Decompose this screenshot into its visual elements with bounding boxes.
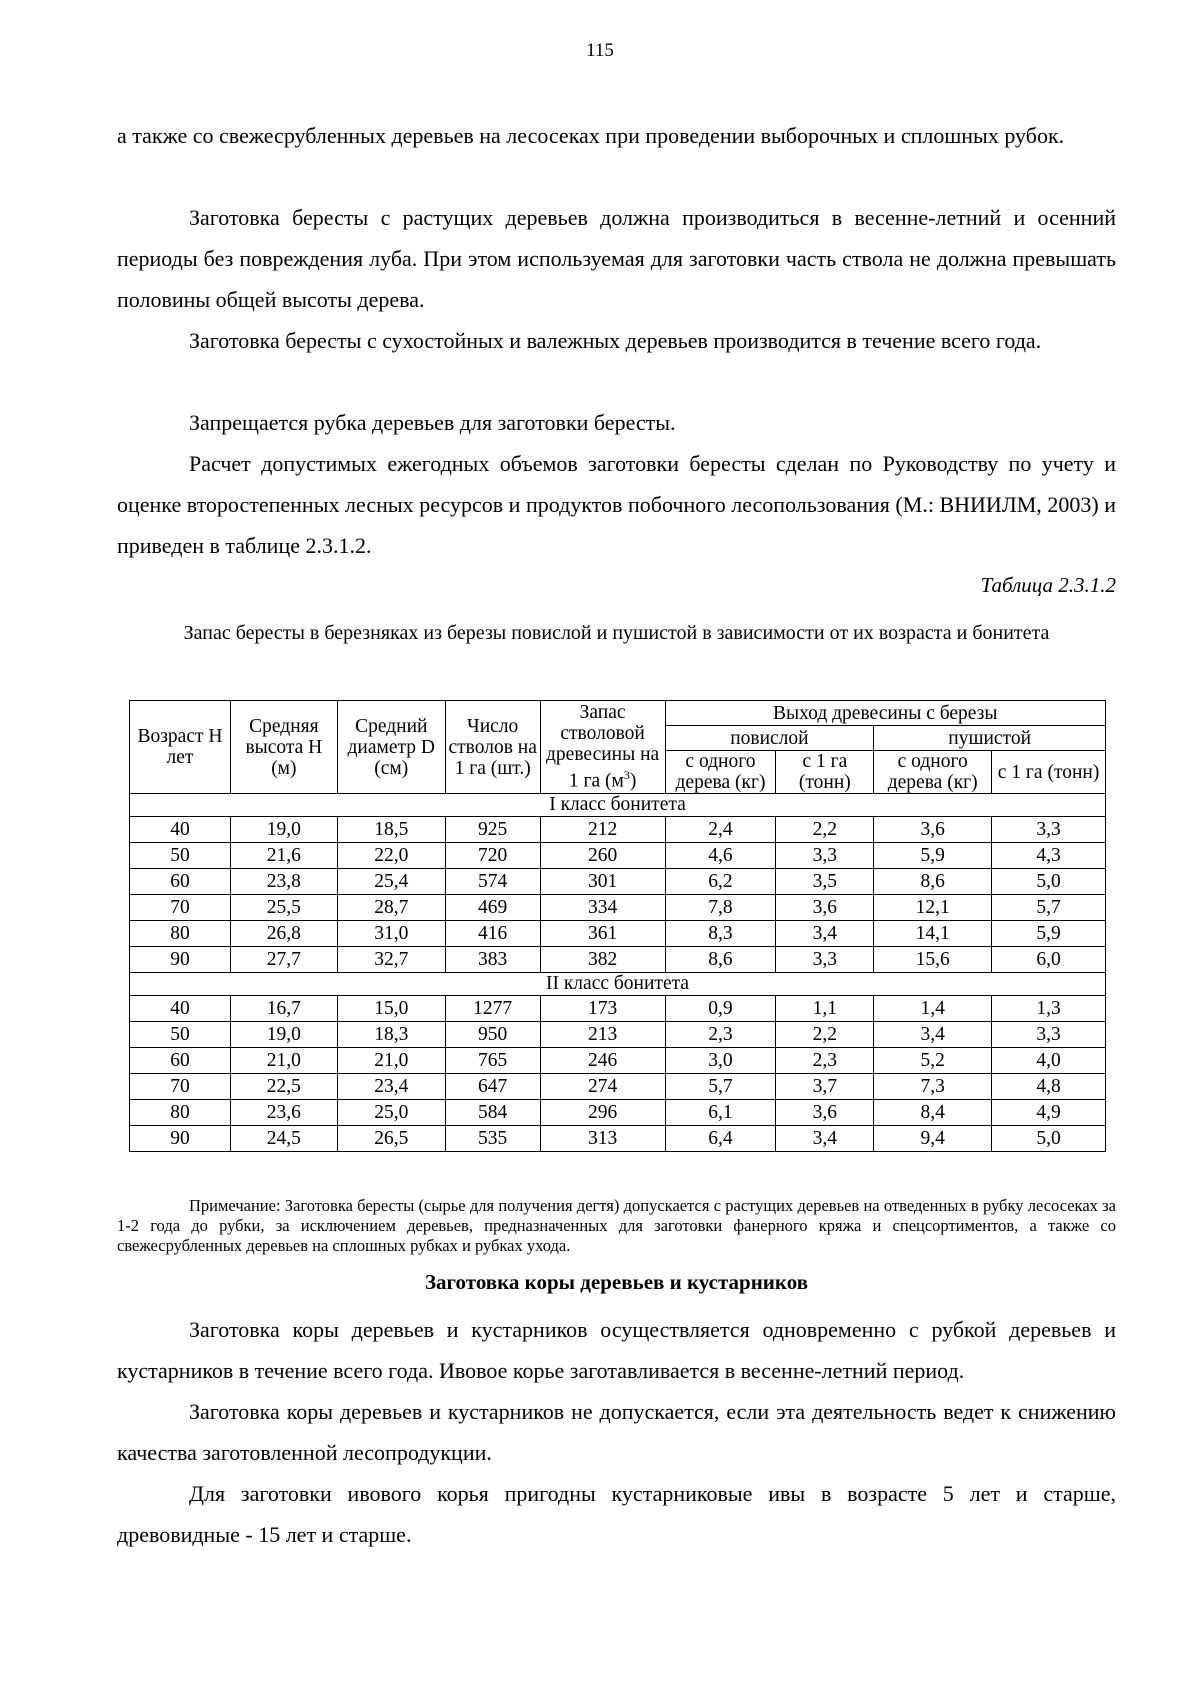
table-cell: 23,8 bbox=[230, 869, 337, 895]
table-cell: 15,0 bbox=[337, 996, 445, 1022]
table-cell: 212 bbox=[540, 817, 665, 843]
table-cell: 7,3 bbox=[874, 1074, 992, 1100]
header-pubescens: пушистой bbox=[874, 726, 1106, 751]
table-cell: 27,7 bbox=[230, 947, 337, 973]
table-cell: 5,7 bbox=[665, 1074, 776, 1100]
table-cell: 22,0 bbox=[337, 843, 445, 869]
table-cell: 7,8 bbox=[665, 895, 776, 921]
paragraph-bark-dead-trees: Заготовка бересты с сухостойных и валежных деревьев производится в течение всего года. bbox=[189, 328, 1042, 353]
header-stock-superscript: 3 bbox=[623, 768, 630, 783]
table-cell: 19,0 bbox=[230, 1022, 337, 1048]
table-row bbox=[130, 1074, 1106, 1100]
table-row bbox=[130, 1048, 1106, 1074]
table-cell: 5,7 bbox=[992, 895, 1106, 921]
site-class-1-label: I класс бонитета bbox=[130, 794, 1106, 817]
table-caption: Запас бересты в березняках из березы повислой и пушистой в зависимости от их возраста и бонитета bbox=[183, 622, 1050, 644]
table-class-row bbox=[130, 794, 1106, 817]
table-cell: 720 bbox=[445, 843, 540, 869]
birch-bark-stock-table bbox=[129, 700, 1106, 1152]
paragraph-bark-growing-trees: Заготовка бересты с растущих деревьев должна производиться в весенне-летний и осенний периоды без повреждения луба. При этом используемая для заготовки часть ствола не должна превышать половины общей высоты дерева. bbox=[117, 205, 1116, 312]
table-cell: 70 bbox=[130, 1074, 231, 1100]
table-cell: 925 bbox=[445, 817, 540, 843]
table-cell: 22,5 bbox=[230, 1074, 337, 1100]
table-cell: 21,6 bbox=[230, 843, 337, 869]
table-cell: 28,7 bbox=[337, 895, 445, 921]
paragraph-bark-harvesting: Заготовка коры деревьев и кустарников осуществляется одновременно с рубкой деревьев и кустарников в течение всего года. Ивовое корье заготавливается в весенне-летний период. bbox=[117, 1317, 1116, 1383]
table-cell: 31,0 bbox=[337, 921, 445, 947]
table-cell: 80 bbox=[130, 921, 231, 947]
table-cell: 18,5 bbox=[337, 817, 445, 843]
table-cell: 6,2 bbox=[665, 869, 776, 895]
table-cell: 5,9 bbox=[992, 921, 1106, 947]
table-cell: 3,6 bbox=[776, 1100, 874, 1126]
table-cell: 213 bbox=[540, 1022, 665, 1048]
table-cell: 584 bbox=[445, 1100, 540, 1126]
table-cell: 469 bbox=[445, 895, 540, 921]
table-cell: 2,2 bbox=[776, 1022, 874, 1048]
header-stock-text: Запас стволовой древесины на 1 га (м bbox=[546, 702, 660, 792]
table-cell: 8,4 bbox=[874, 1100, 992, 1126]
table-cell: 4,6 bbox=[665, 843, 776, 869]
header-stock bbox=[540, 701, 665, 794]
table-row bbox=[130, 843, 1106, 869]
header-pendula: повислой bbox=[665, 726, 874, 751]
table-cell: 21,0 bbox=[337, 1048, 445, 1074]
table-row bbox=[130, 817, 1106, 843]
table-cell: 1,1 bbox=[776, 996, 874, 1022]
table-row bbox=[130, 921, 1106, 947]
table-cell: 3,3 bbox=[992, 1022, 1106, 1048]
table-cell: 14,1 bbox=[874, 921, 992, 947]
header-stock-close: ) bbox=[629, 770, 637, 792]
table-cell: 4,8 bbox=[992, 1074, 1106, 1100]
table-cell: 18,3 bbox=[337, 1022, 445, 1048]
table-cell: 574 bbox=[445, 869, 540, 895]
header-pubescens-per-tree: с одного дерева (кг) bbox=[874, 751, 992, 794]
table-cell: 647 bbox=[445, 1074, 540, 1100]
table-cell: 25,0 bbox=[337, 1100, 445, 1126]
table-cell: 23,4 bbox=[337, 1074, 445, 1100]
table-cell: 8,6 bbox=[665, 947, 776, 973]
header-age: Возраст Н лет bbox=[130, 701, 231, 794]
table-cell: 301 bbox=[540, 869, 665, 895]
table-cell: 6,0 bbox=[992, 947, 1106, 973]
table-row bbox=[130, 1126, 1106, 1152]
table-row bbox=[130, 947, 1106, 973]
table-cell: 382 bbox=[540, 947, 665, 973]
table-cell: 296 bbox=[540, 1100, 665, 1126]
header-stems-count: Число стволов на 1 га (шт.) bbox=[445, 701, 540, 794]
table-row bbox=[130, 996, 1106, 1022]
table-cell: 24,5 bbox=[230, 1126, 337, 1152]
table-cell: 416 bbox=[445, 921, 540, 947]
table-cell: 21,0 bbox=[230, 1048, 337, 1074]
header-pubescens-per-ha: с 1 га (тонн) bbox=[992, 751, 1106, 794]
paragraph-calculation: Расчет допустимых ежегодных объемов заготовки бересты сделан по Руководству по учету и оценке второстепенных лесных ресурсов и продуктов побочного лесопользования (М.: ВНИИЛМ, 2003) и приведен в таблице 2.3.1.2. bbox=[117, 451, 1116, 558]
table-cell: 0,9 bbox=[665, 996, 776, 1022]
table-cell: 3,7 bbox=[776, 1074, 874, 1100]
table-cell: 12,1 bbox=[874, 895, 992, 921]
table-cell: 950 bbox=[445, 1022, 540, 1048]
table-cell: 173 bbox=[540, 996, 665, 1022]
table-cell: 2,3 bbox=[776, 1048, 874, 1074]
table-cell: 16,7 bbox=[230, 996, 337, 1022]
table-cell: 3,0 bbox=[665, 1048, 776, 1074]
table-cell: 15,6 bbox=[874, 947, 992, 973]
table-row bbox=[130, 1022, 1106, 1048]
table-cell: 40 bbox=[130, 996, 231, 1022]
table-cell: 3,4 bbox=[874, 1022, 992, 1048]
table-cell: 313 bbox=[540, 1126, 665, 1152]
table-cell: 80 bbox=[130, 1100, 231, 1126]
table-cell: 23,6 bbox=[230, 1100, 337, 1126]
table-cell: 5,9 bbox=[874, 843, 992, 869]
section-heading: Заготовка коры деревьев и кустарников bbox=[424, 1270, 809, 1294]
table-cell: 9,4 bbox=[874, 1126, 992, 1152]
paragraph-bark-not-allowed: Заготовка коры деревьев и кустарников не допускается, если эта деятельность ведет к снижению качества заготовленной лесопродукции. bbox=[117, 1399, 1116, 1465]
table-cell: 4,3 bbox=[992, 843, 1106, 869]
table-class-row bbox=[130, 973, 1106, 996]
header-height: Средняя высота Н (м) bbox=[230, 701, 337, 794]
header-pendula-per-ha: с 1 га (тонн) bbox=[776, 751, 874, 794]
table-cell: 535 bbox=[445, 1126, 540, 1152]
table-label: Таблица 2.3.1.2 bbox=[980, 573, 1116, 597]
table-cell: 274 bbox=[540, 1074, 665, 1100]
paragraph-continuation: а также со свежесрубленных деревьев на лесосеках при проведении выборочных и сплошных рубок. bbox=[117, 123, 1065, 148]
table-cell: 32,7 bbox=[337, 947, 445, 973]
table-row bbox=[130, 895, 1106, 921]
paragraph-willow-bark: Для заготовки ивового корья пригодны кустарниковые ивы в возрасте 5 лет и старше, древовидные - 15 лет и старше. bbox=[117, 1481, 1116, 1547]
table-cell: 4,9 bbox=[992, 1100, 1106, 1126]
table-row bbox=[130, 1100, 1106, 1126]
site-class-2-label: II класс бонитета bbox=[130, 973, 1106, 996]
table-cell: 3,6 bbox=[776, 895, 874, 921]
header-pendula-per-tree: с одного дерева (кг) bbox=[665, 751, 776, 794]
table-cell: 60 bbox=[130, 869, 231, 895]
table-cell: 246 bbox=[540, 1048, 665, 1074]
table-cell: 4,0 bbox=[992, 1048, 1106, 1074]
table-cell: 60 bbox=[130, 1048, 231, 1074]
table-cell: 90 bbox=[130, 1126, 231, 1152]
table-cell: 1,3 bbox=[992, 996, 1106, 1022]
table-cell: 19,0 bbox=[230, 817, 337, 843]
table-row bbox=[130, 869, 1106, 895]
table-cell: 40 bbox=[130, 817, 231, 843]
table-cell: 5,0 bbox=[992, 869, 1106, 895]
table-cell: 3,5 bbox=[776, 869, 874, 895]
table-note: Примечание: Заготовка бересты (сырье для получения дегтя) допускается с растущих деревьев на отведенных в рубку лесосеках за 1-2 года до рубки, за исключением деревьев, предназначенных для заготовки фанерного кряжа и спецсортиментов, а также со свежесрубленных деревьев на сплошных рубках и рубках ухода. bbox=[117, 1196, 1116, 1255]
table-cell: 3,4 bbox=[776, 921, 874, 947]
table-cell: 2,3 bbox=[665, 1022, 776, 1048]
table-cell: 260 bbox=[540, 843, 665, 869]
table-cell: 383 bbox=[445, 947, 540, 973]
table-cell: 2,2 bbox=[776, 817, 874, 843]
table-cell: 50 bbox=[130, 1022, 231, 1048]
table-cell: 8,6 bbox=[874, 869, 992, 895]
table-cell: 3,3 bbox=[992, 817, 1106, 843]
paragraph-felling-prohibited: Запрещается рубка деревьев для заготовки бересты. bbox=[189, 410, 676, 435]
header-yield-group: Выход древесины с березы bbox=[665, 701, 1105, 726]
table-cell: 361 bbox=[540, 921, 665, 947]
table-cell: 26,8 bbox=[230, 921, 337, 947]
table-cell: 3,6 bbox=[874, 817, 992, 843]
table-cell: 3,4 bbox=[776, 1126, 874, 1152]
table-cell: 26,5 bbox=[337, 1126, 445, 1152]
table-cell: 50 bbox=[130, 843, 231, 869]
table-cell: 5,0 bbox=[992, 1126, 1106, 1152]
table-cell: 334 bbox=[540, 895, 665, 921]
page-number: 115 bbox=[586, 40, 614, 61]
table-cell: 3,3 bbox=[776, 843, 874, 869]
table-cell: 90 bbox=[130, 947, 231, 973]
table-cell: 25,4 bbox=[337, 869, 445, 895]
table-cell: 6,1 bbox=[665, 1100, 776, 1126]
table-cell: 8,3 bbox=[665, 921, 776, 947]
table-header-row bbox=[130, 701, 1106, 726]
header-diameter: Средний диаметр D (см) bbox=[337, 701, 445, 794]
table-cell: 1277 bbox=[445, 996, 540, 1022]
table-cell: 765 bbox=[445, 1048, 540, 1074]
table-cell: 2,4 bbox=[665, 817, 776, 843]
table-cell: 6,4 bbox=[665, 1126, 776, 1152]
table-cell: 3,3 bbox=[776, 947, 874, 973]
table-cell: 5,2 bbox=[874, 1048, 992, 1074]
table-cell: 25,5 bbox=[230, 895, 337, 921]
table-cell: 70 bbox=[130, 895, 231, 921]
table-cell: 1,4 bbox=[874, 996, 992, 1022]
